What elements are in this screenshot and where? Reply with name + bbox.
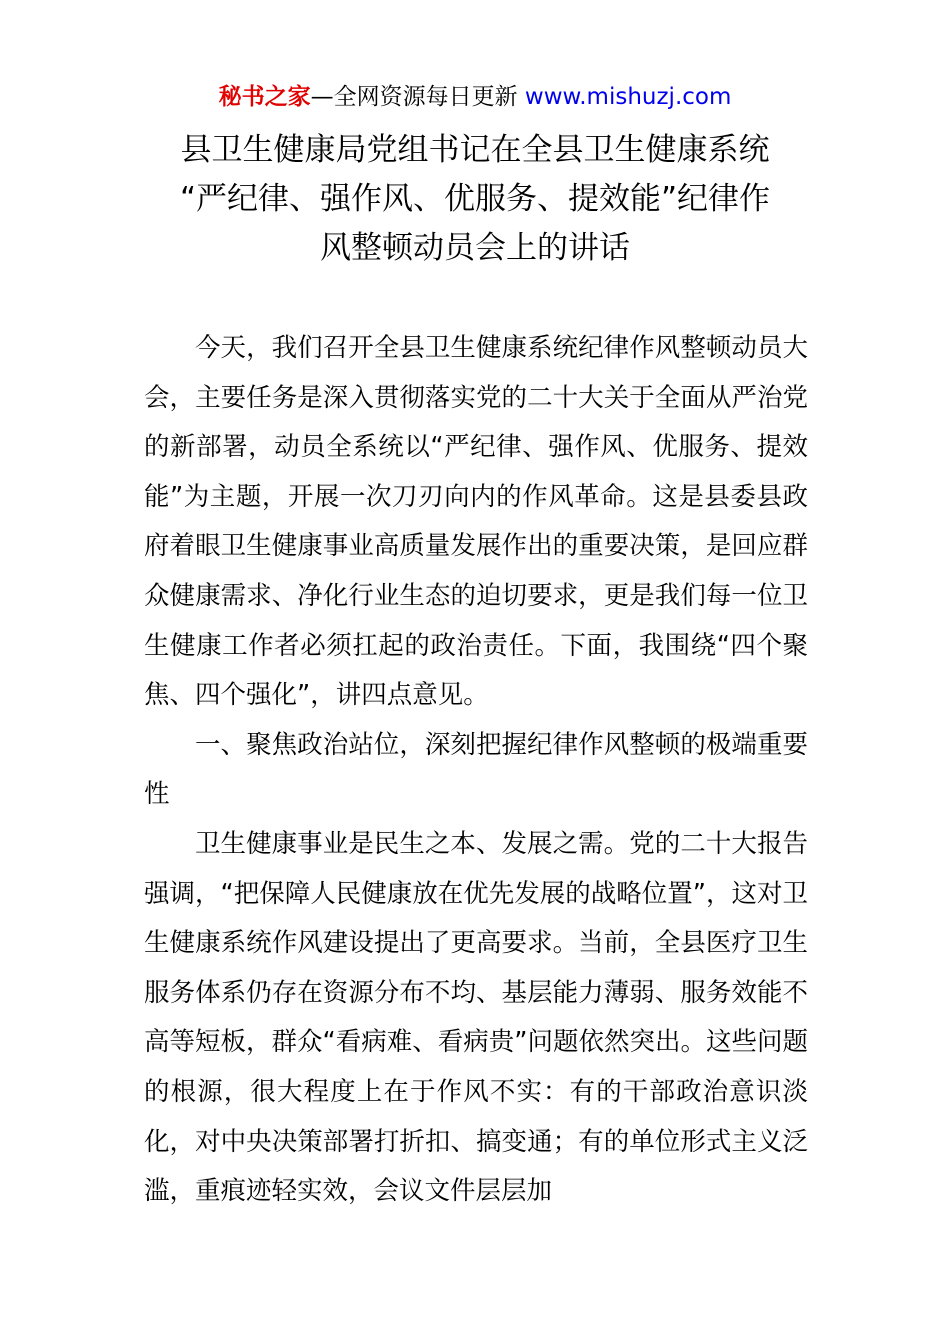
title-line-3: 风整顿动员会上的讲话 — [320, 230, 630, 266]
title-line-1: 县卫生健康局党组书记在全县卫生健康系统 — [180, 132, 770, 168]
document-title — [140, 126, 810, 273]
document-body — [144, 324, 808, 1217]
paragraph-intro: 今天，我们召开全县卫生健康系统纪律作风整顿动员大会，主要任务是深入贯彻落实党的二十大关于全面从严治党的新部署，动员全系统以“严纪律、强作风、优服务、提效能”为主题，开展一次刀刃向内的作风革命。这是县委县政府着眼卫生健康事业高质量发展作出的重要决策，是回应群众健康需求、净化行业生态的迫切要求，更是我们每一位卫生健康工作者必须扛起的政治责任。下面，我围绕“四个聚焦、四个强化”，讲四点意见。 — [144, 333, 808, 711]
site-header — [0, 82, 950, 112]
brand-name: 秘书之家 — [218, 84, 311, 110]
header-tagline: —全网资源每日更新 — [310, 84, 525, 110]
title-line-2: “严纪律、强作风、优服务、提效能”纪律作 — [179, 181, 771, 217]
section-heading-1: 一、聚焦政治站位，深刻把握纪律作风整顿的极端重要性 — [144, 729, 808, 810]
site-link[interactable]: www.mishuzj.com — [524, 84, 732, 110]
paragraph-section-1: 卫生健康事业是民生之本、发展之需。党的二十大报告强调，“把保障人民健康放在优先发展的战略位置”，这对卫生健康系统作风建设提出了更高要求。当前，全县医疗卫生服务体系仍存在资源分布不均、基层能力薄弱、服务效能不高等短板，群众“看病难、看病贵”问题依然突出。这些问题的根源，很大程度上在于作风不实：有的干部政治意识淡化，对中央决策部署打折扣、搞变通；有的单位形式主义泛滥，重痕迹轻实效，会议文件层层加 — [144, 828, 808, 1207]
